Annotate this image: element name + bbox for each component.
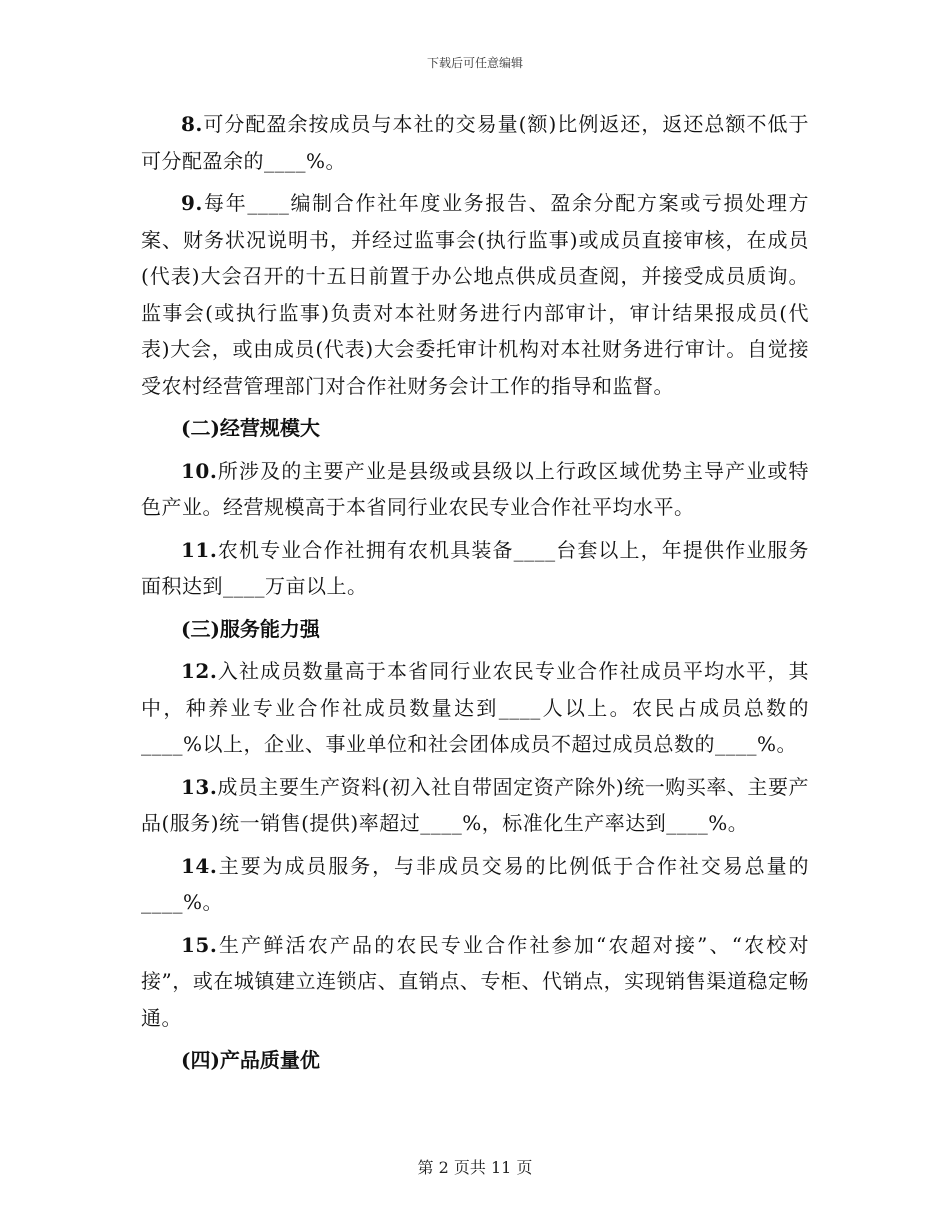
- section-heading-service: (三)服务能力强: [181, 616, 320, 641]
- clause-text: 所涉及的主要产业是县级或县级以上行政区域优势主导产业或特色产业。经营规模高于本省同行业农民专业合作社平均水平。: [141, 458, 809, 519]
- section-heading-quality: (四)产品质量优: [181, 1048, 320, 1072]
- clause-number: 10.: [181, 458, 218, 483]
- clause-text: 可分配盈余按成员与本社的交易量(额)比例返还，返还总额不低于可分配盈余的____%。: [141, 112, 809, 173]
- clause-text: 主要为成员服务，与非成员交易的比例低于合作社交易总量的____%。: [141, 853, 809, 914]
- page-footer: 第 2 页共 11 页: [417, 1158, 533, 1177]
- clause-number: 12.: [181, 659, 218, 683]
- clause-text: 每年____编制合作社年度业务报告、盈余分配方案或亏损处理方案、财务状况说明书，并经过监事会(执行监事)或成员直接审核，在成员(代表)大会召开的十五日前置于办公地点供成员查阅，并接受成员质询。监事会(或执行监事)负责对本社财务进行内部审计，审计结果报成员(代表)大会，或由成员(代表)大会委托审计机构对本社财务进行审计。自觉接受农村经营管理部门对合作社财务会计工作的指导和监督。: [141, 191, 809, 398]
- clause-9: [141, 185, 809, 404]
- clause-10: [141, 453, 809, 526]
- header-note: 下载后可任意编辑: [426, 56, 523, 70]
- clause-number: 11.: [181, 537, 218, 562]
- clause-text: 农机专业合作社拥有农机具装备____台套以上，年提供作业服务面积达到____万亩以上。: [141, 537, 809, 598]
- clause-15: [141, 927, 809, 1037]
- clause-number: 13.: [181, 774, 218, 799]
- section-heading-scale: (二)经营规模大: [181, 416, 320, 440]
- clause-number: 9.: [181, 191, 203, 215]
- clause-8: [141, 106, 809, 179]
- clause-text: 成员主要生产资料(初入社自带固定资产除外)统一购买率、主要产品(服务)统一销售(提供)率超过____%，标准化生产率达到____%。: [141, 774, 809, 835]
- document-body: [141, 106, 809, 1085]
- clause-number: 15.: [181, 932, 218, 957]
- clause-12: [141, 653, 809, 763]
- clause-11: [141, 532, 809, 605]
- clause-number: 8.: [181, 112, 203, 136]
- clause-14: [141, 848, 809, 921]
- clause-13: [141, 769, 809, 842]
- clause-number: 14.: [181, 853, 218, 878]
- clause-text: 生产鲜活农产品的农民专业合作社参加“农超对接”、“农校对接”，或在城镇建立连锁店、直销点、专柜、代销点，实现销售渠道稳定畅通。: [141, 932, 809, 1030]
- clause-text: 入社成员数量高于本省同行业农民专业合作社成员平均水平，其中，种养业专业合作社成员数量达到____人以上。农民占成员总数的____%以上，企业、事业单位和社会团体成员不超过成员总数的____%。: [141, 659, 809, 756]
